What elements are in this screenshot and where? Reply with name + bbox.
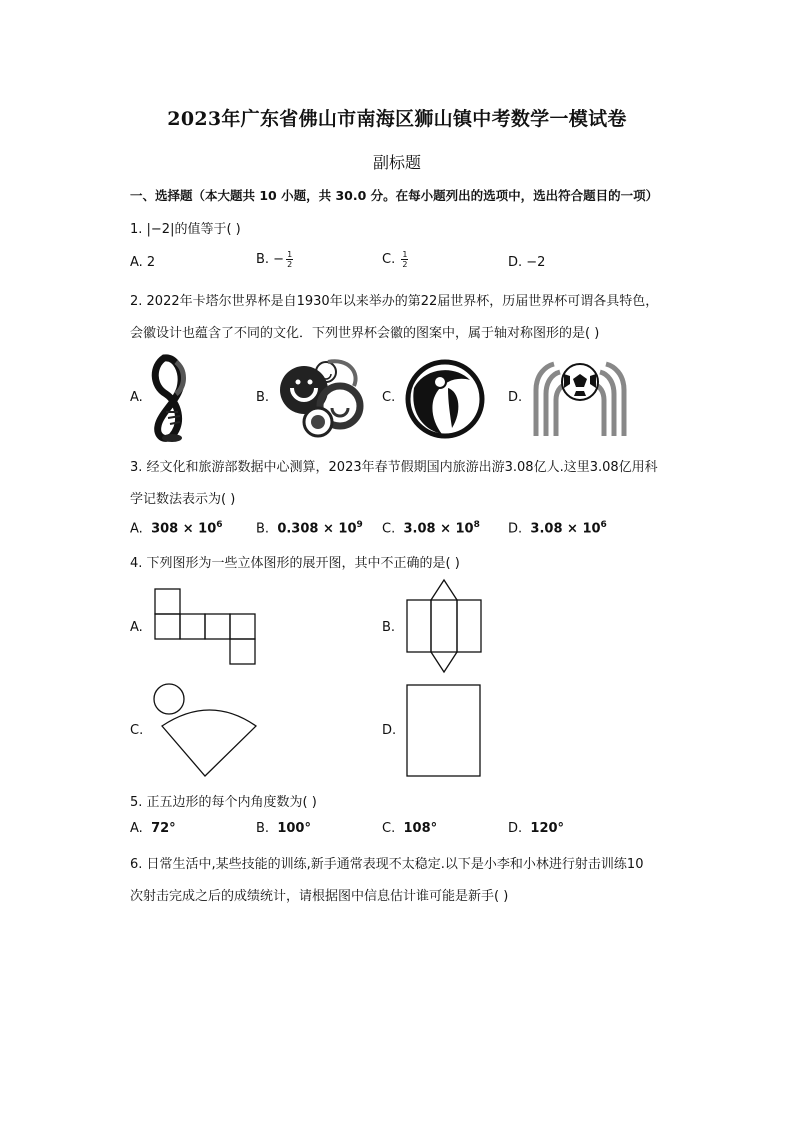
q2-label-b: B.	[256, 390, 270, 405]
question-6-line-1: 6. 日常生活中,某些技能的训练,新手通常表现不太稳定.以下是小李和小林进行射击训练10	[130, 857, 644, 872]
net-b-prism-diagram	[406, 578, 484, 674]
q3-option-a-letter: A.	[130, 521, 143, 537]
q2-label-c: C.	[382, 390, 396, 405]
q5-option-b-letter: B.	[256, 821, 270, 836]
q1-option-c-numerator: 1	[402, 250, 408, 259]
q1-option-b-fraction	[286, 250, 293, 269]
q3-option-c-mantissa: 3.08 × 10	[403, 521, 474, 537]
q5-option-a	[130, 821, 176, 836]
q4-label-d: D.	[382, 723, 397, 738]
q3-option-b	[256, 520, 363, 536]
q5-option-d-letter: D.	[508, 821, 523, 836]
emblem-d-image	[530, 360, 630, 436]
q1-option-b-denominator: 2	[287, 260, 293, 269]
q3-option-d-letter: D.	[508, 521, 523, 537]
q3-option-a	[130, 520, 223, 536]
q3-option-b-letter: B.	[256, 521, 270, 537]
q3-option-d-exponent: 6	[600, 520, 607, 530]
q1-option-b	[256, 250, 293, 269]
q1-option-c	[382, 250, 408, 269]
q5-option-b	[256, 821, 311, 836]
q3-option-c-exponent: 8	[473, 520, 480, 530]
q1-option-c-fraction	[401, 250, 408, 269]
q5-option-d-value: 120°	[530, 821, 565, 836]
page-title: 2023年广东省佛山市南海区狮山镇中考数学一模试卷	[167, 108, 627, 130]
question-6-line-2: 次射击完成之后的成绩统计，请根据图中信息估计谁可能是新手( )	[130, 889, 509, 904]
q5-option-c-letter: C.	[382, 821, 396, 836]
net-d-rectangle-diagram	[406, 684, 482, 778]
q4-label-c: C.	[130, 723, 144, 738]
page-subtitle: 副标题	[372, 153, 421, 172]
q5-option-a-value: 72°	[151, 821, 176, 836]
question-4-stem: 4. 下列图形为一些立体图形的展开图，其中不正确的是( )	[130, 556, 460, 571]
q3-option-c-letter: C.	[382, 521, 396, 537]
net-a-cube-diagram	[154, 588, 256, 666]
q1-option-c-denominator: 2	[402, 260, 408, 269]
q2-label-d: D.	[508, 390, 523, 405]
q1-option-b-numerator: 1	[287, 250, 293, 259]
emblem-a-image	[150, 352, 194, 444]
question-3-line-2: 学记数法表示为( )	[130, 492, 236, 507]
question-2-line-1: 2. 2022年卡塔尔世界杯是自1930年以来举办的第22届世界杯，历届世界杯可谓各具特色，	[130, 294, 659, 309]
q1-option-a: A. 2	[130, 255, 156, 270]
q5-option-c	[382, 821, 437, 836]
q2-label-a: A.	[130, 390, 143, 405]
question-3-line-1: 3. 经文化和旅游部数据中心测算，2023年春节假期国内旅游出游3.08亿人.这里3.08亿用科	[130, 460, 658, 475]
q3-option-b-mantissa: 0.308 × 10	[277, 521, 357, 537]
emblem-b-image	[278, 358, 364, 440]
q3-option-d	[508, 520, 607, 536]
q5-option-d	[508, 821, 564, 836]
q3-option-b-exponent: 9	[356, 520, 363, 530]
q3-option-d-mantissa: 3.08 × 10	[530, 521, 601, 537]
q5-option-c-value: 108°	[403, 821, 438, 836]
q1-option-c-prefix: C.	[382, 252, 400, 267]
q3-option-c	[382, 520, 480, 536]
question-1-stem: 1. |−2|的值等于( )	[130, 222, 241, 237]
q5-option-b-value: 100°	[277, 821, 311, 836]
question-2-line-2: 会徽设计也蕴含了不同的文化．下列世界杯会徽的图案中，属于轴对称图形的是( )	[130, 326, 600, 341]
q5-option-a-letter: A.	[130, 821, 143, 836]
question-5-stem: 5. 正五边形的每个内角度数为( )	[130, 795, 317, 810]
q3-option-a-exponent: 6	[216, 520, 223, 530]
q1-option-b-prefix: B. −	[256, 252, 285, 267]
q1-option-d: D. −2	[508, 255, 546, 270]
section-heading: 一、选择题（本大题共 10 小题，共 30.0 分。在每小题列出的选项中，选出符合题目的一项）	[130, 188, 659, 203]
q4-label-b: B.	[382, 620, 396, 635]
emblem-c-image	[404, 358, 486, 440]
net-c-cone-diagram	[152, 682, 258, 778]
q4-label-a: A.	[130, 620, 143, 635]
q3-option-a-mantissa: 308 × 10	[151, 521, 217, 537]
